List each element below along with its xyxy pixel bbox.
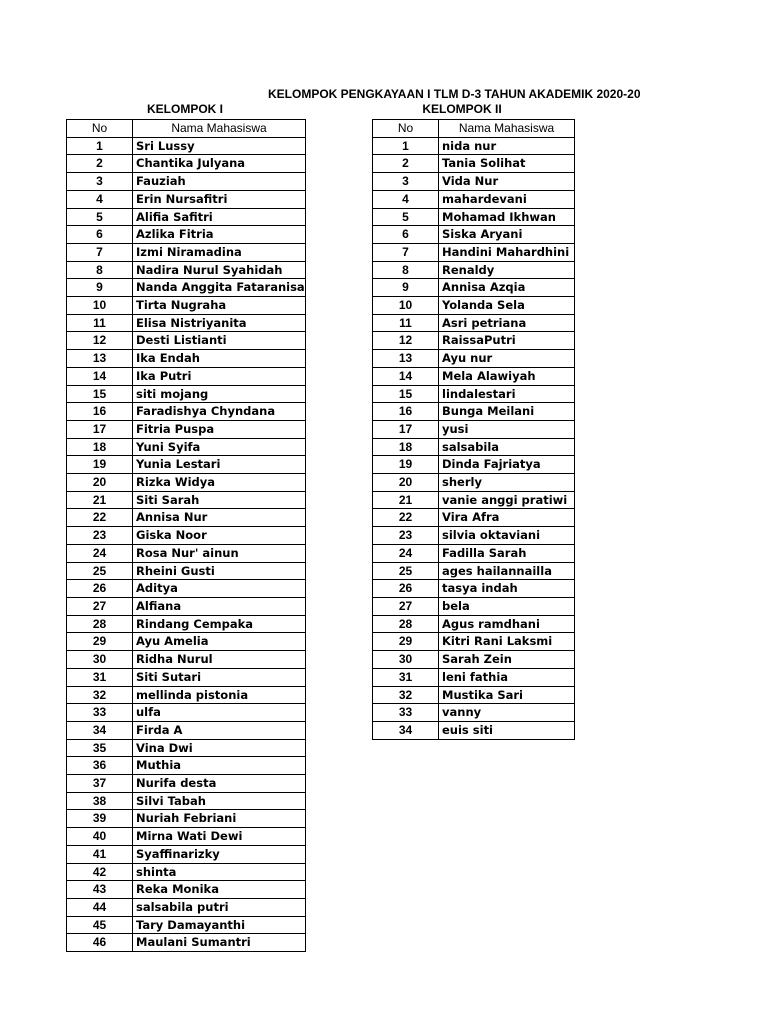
student-name: Aditya	[133, 580, 306, 598]
row-number: 13	[373, 350, 439, 368]
table-row	[373, 208, 575, 226]
student-name: Renaldy	[439, 261, 575, 279]
student-name: salsabila putri	[133, 898, 306, 916]
group2-heading: KELOMPOK II	[422, 102, 502, 116]
student-name: leni fathia	[439, 668, 575, 686]
table-row	[67, 580, 306, 598]
student-name: vanny	[439, 704, 575, 722]
table-row	[373, 527, 575, 545]
row-number: 3	[67, 173, 133, 191]
row-number: 7	[67, 243, 133, 261]
row-number: 15	[67, 385, 133, 403]
student-name: Dinda Fajriatya	[439, 456, 575, 474]
row-number: 33	[67, 704, 133, 722]
row-number: 46	[67, 934, 133, 952]
row-number: 21	[67, 491, 133, 509]
table-row	[67, 350, 306, 368]
row-number: 17	[67, 420, 133, 438]
row-number: 21	[373, 491, 439, 509]
student-name: Yunia Lestari	[133, 456, 306, 474]
table-row	[373, 580, 575, 598]
table-row	[67, 367, 306, 385]
table-row	[373, 297, 575, 315]
table-row	[67, 332, 306, 350]
student-name: Agus ramdhani	[439, 615, 575, 633]
table-row	[67, 420, 306, 438]
table-row	[373, 403, 575, 421]
student-name: Mela Alawiyah	[439, 367, 575, 385]
table-row	[67, 704, 306, 722]
row-number: 30	[67, 651, 133, 669]
student-name: lindalestari	[439, 385, 575, 403]
row-number: 10	[67, 297, 133, 315]
row-number: 32	[67, 686, 133, 704]
row-number: 25	[373, 562, 439, 580]
table-row	[373, 314, 575, 332]
table-row	[67, 261, 306, 279]
group1-header-row	[67, 120, 306, 138]
student-name: Annisa Azqia	[439, 279, 575, 297]
row-number: 31	[373, 668, 439, 686]
student-name: bela	[439, 597, 575, 615]
row-number: 45	[67, 916, 133, 934]
table-row	[67, 863, 306, 881]
row-number: 9	[67, 279, 133, 297]
row-number: 5	[67, 208, 133, 226]
row-number: 25	[67, 562, 133, 580]
student-name: Silvi Tabah	[133, 792, 306, 810]
row-number: 18	[373, 438, 439, 456]
student-name: Siska Aryani	[439, 226, 575, 244]
student-name: nida nur	[439, 137, 575, 155]
row-number: 43	[67, 881, 133, 899]
row-number: 12	[67, 332, 133, 350]
row-number: 34	[373, 721, 439, 739]
row-number: 1	[67, 137, 133, 155]
student-name: Ayu nur	[439, 350, 575, 368]
group2-header-row	[373, 120, 575, 138]
row-number: 40	[67, 828, 133, 846]
student-name: yusi	[439, 420, 575, 438]
student-name: Alifia Safitri	[133, 208, 306, 226]
row-number: 22	[67, 509, 133, 527]
row-number: 14	[373, 367, 439, 385]
row-number: 23	[67, 527, 133, 545]
student-name: Ayu Amelia	[133, 633, 306, 651]
table-row	[67, 651, 306, 669]
row-number: 9	[373, 279, 439, 297]
row-number: 42	[67, 863, 133, 881]
student-name: Maulani Sumantri	[133, 934, 306, 952]
row-number: 33	[373, 704, 439, 722]
table-row	[373, 243, 575, 261]
student-name: Elisa Nistriyanita	[133, 314, 306, 332]
row-number: 13	[67, 350, 133, 368]
student-name: Reka Monika	[133, 881, 306, 899]
group1-heading: KELOMPOK I	[146, 102, 223, 116]
student-name: Mirna Wati Dewi	[133, 828, 306, 846]
student-name: vanie anggi pratiwi	[439, 491, 575, 509]
table-row	[67, 881, 306, 899]
student-name: Chantika Julyana	[133, 155, 306, 173]
student-name: Tania Solihat	[439, 155, 575, 173]
table-row	[373, 615, 575, 633]
table-row	[373, 190, 575, 208]
student-name: Desti Listianti	[133, 332, 306, 350]
student-name: Siti Sutari	[133, 668, 306, 686]
row-number: 24	[67, 544, 133, 562]
row-number: 10	[373, 297, 439, 315]
row-number: 17	[373, 420, 439, 438]
row-number: 29	[373, 633, 439, 651]
table-row	[67, 686, 306, 704]
table-row	[67, 828, 306, 846]
student-name: ulfa	[133, 704, 306, 722]
table-row	[373, 456, 575, 474]
row-number: 2	[67, 155, 133, 173]
row-number: 4	[373, 190, 439, 208]
student-name: tasya indah	[439, 580, 575, 598]
table-row	[67, 562, 306, 580]
row-number: 28	[67, 615, 133, 633]
row-number: 37	[67, 775, 133, 793]
table-row	[373, 633, 575, 651]
table-row	[373, 155, 575, 173]
student-name: Yolanda Sela	[439, 297, 575, 315]
table-row	[67, 934, 306, 952]
student-name: Rizka Widya	[133, 474, 306, 492]
row-number: 34	[67, 721, 133, 739]
table-row	[373, 474, 575, 492]
table-row	[67, 297, 306, 315]
row-number: 8	[373, 261, 439, 279]
student-name: Ika Endah	[133, 350, 306, 368]
student-name: Tary Damayanthi	[133, 916, 306, 934]
row-number: 11	[373, 314, 439, 332]
table-row	[67, 615, 306, 633]
student-name: Mustika Sari	[439, 686, 575, 704]
table-row	[67, 208, 306, 226]
table-row	[67, 527, 306, 545]
student-name: Rindang Cempaka	[133, 615, 306, 633]
student-name: Erin Nursafitri	[133, 190, 306, 208]
student-name: sherly	[439, 474, 575, 492]
column-header-name: Nama Mahasiswa	[439, 120, 575, 138]
student-name: Nadira Nurul Syahidah	[133, 261, 306, 279]
student-name: Ika Putri	[133, 367, 306, 385]
student-name: Handini Mahardhini	[439, 243, 575, 261]
student-name: Nurifa desta	[133, 775, 306, 793]
table-row	[373, 721, 575, 739]
row-number: 41	[67, 845, 133, 863]
table-row	[67, 792, 306, 810]
row-number: 23	[373, 527, 439, 545]
row-number: 22	[373, 509, 439, 527]
row-number: 30	[373, 651, 439, 669]
table-row	[373, 173, 575, 191]
student-name: Izmi Niramadina	[133, 243, 306, 261]
row-number: 19	[67, 456, 133, 474]
row-number: 3	[373, 173, 439, 191]
student-name: Annisa Nur	[133, 509, 306, 527]
table-row	[67, 597, 306, 615]
table-row	[67, 898, 306, 916]
table-row	[67, 739, 306, 757]
table-row	[67, 155, 306, 173]
student-name: ages hailannailla	[439, 562, 575, 580]
row-number: 26	[67, 580, 133, 598]
table-row	[67, 226, 306, 244]
table-row	[373, 704, 575, 722]
table-row	[67, 633, 306, 651]
student-name: Giska Noor	[133, 527, 306, 545]
row-number: 11	[67, 314, 133, 332]
table-row	[373, 562, 575, 580]
table-row	[373, 686, 575, 704]
row-number: 39	[67, 810, 133, 828]
table-row	[67, 279, 306, 297]
student-name: Asri petriana	[439, 314, 575, 332]
student-name: Alfiana	[133, 597, 306, 615]
row-number: 7	[373, 243, 439, 261]
student-name: Sarah Zein	[439, 651, 575, 669]
table-row	[67, 190, 306, 208]
student-name: shinta	[133, 863, 306, 881]
student-name: Muthia	[133, 757, 306, 775]
student-name: Mohamad Ikhwan	[439, 208, 575, 226]
table-row	[373, 597, 575, 615]
student-name: salsabila	[439, 438, 575, 456]
row-number: 27	[67, 597, 133, 615]
student-name: mellinda pistonia	[133, 686, 306, 704]
student-name: Yuni Syifa	[133, 438, 306, 456]
row-number: 36	[67, 757, 133, 775]
row-number: 35	[67, 739, 133, 757]
row-number: 18	[67, 438, 133, 456]
table-row	[67, 775, 306, 793]
table-row	[373, 651, 575, 669]
table-row	[67, 438, 306, 456]
table-row	[67, 810, 306, 828]
group2-table	[372, 119, 575, 740]
table-row	[67, 916, 306, 934]
student-name: Fadilla Sarah	[439, 544, 575, 562]
table-row	[67, 544, 306, 562]
student-name: Sri Lussy	[133, 137, 306, 155]
column-header-name: Nama Mahasiswa	[133, 120, 306, 138]
student-name: Vina Dwi	[133, 739, 306, 757]
document-title: KELOMPOK PENGKAYAAN I TLM D-3 TAHUN AKADEMIK 2020-20	[268, 87, 641, 101]
row-number: 31	[67, 668, 133, 686]
row-number: 5	[373, 208, 439, 226]
student-name: silvia oktaviani	[439, 527, 575, 545]
table-row	[373, 544, 575, 562]
table-row	[67, 474, 306, 492]
row-number: 15	[373, 385, 439, 403]
student-name: Fitria Puspa	[133, 420, 306, 438]
student-name: Nuriah Febriani	[133, 810, 306, 828]
row-number: 16	[373, 403, 439, 421]
student-name: Tirta Nugraha	[133, 297, 306, 315]
table-row	[67, 456, 306, 474]
table-row	[67, 314, 306, 332]
table-row	[373, 367, 575, 385]
row-number: 28	[373, 615, 439, 633]
row-number: 20	[67, 474, 133, 492]
row-number: 6	[373, 226, 439, 244]
table-row	[373, 438, 575, 456]
table-row	[67, 757, 306, 775]
student-name: Siti Sarah	[133, 491, 306, 509]
student-name: Syaffinarizky	[133, 845, 306, 863]
student-name: Kitri Rani Laksmi	[439, 633, 575, 651]
student-name: Rosa Nur' ainun	[133, 544, 306, 562]
table-row	[67, 845, 306, 863]
student-name: Azlika Fitria	[133, 226, 306, 244]
row-number: 32	[373, 686, 439, 704]
row-number: 6	[67, 226, 133, 244]
table-row	[67, 385, 306, 403]
group1-table	[66, 119, 306, 952]
student-name: euis siti	[439, 721, 575, 739]
student-name: Vira Afra	[439, 509, 575, 527]
row-number: 24	[373, 544, 439, 562]
row-number: 2	[373, 155, 439, 173]
row-number: 4	[67, 190, 133, 208]
student-name: Faradishya Chyndana	[133, 403, 306, 421]
table-row	[373, 261, 575, 279]
row-number: 12	[373, 332, 439, 350]
student-name: Ridha Nurul	[133, 651, 306, 669]
row-number: 14	[67, 367, 133, 385]
table-row	[67, 509, 306, 527]
row-number: 20	[373, 474, 439, 492]
column-header-no: No	[373, 120, 439, 138]
student-name: Rheini Gusti	[133, 562, 306, 580]
row-number: 8	[67, 261, 133, 279]
table-row	[67, 137, 306, 155]
table-row	[373, 137, 575, 155]
row-number: 27	[373, 597, 439, 615]
table-row	[373, 491, 575, 509]
student-name: Vida Nur	[439, 173, 575, 191]
table-row	[67, 668, 306, 686]
student-name: Firda A	[133, 721, 306, 739]
table-row	[373, 279, 575, 297]
row-number: 19	[373, 456, 439, 474]
student-name: siti mojang	[133, 385, 306, 403]
student-name: Fauziah	[133, 173, 306, 191]
row-number: 1	[373, 137, 439, 155]
table-row	[67, 721, 306, 739]
row-number: 44	[67, 898, 133, 916]
column-header-no: No	[67, 120, 133, 138]
table-row	[373, 226, 575, 244]
table-row	[373, 420, 575, 438]
student-name: RaissaPutri	[439, 332, 575, 350]
table-row	[373, 350, 575, 368]
table-row	[373, 332, 575, 350]
table-row	[373, 385, 575, 403]
table-row	[67, 243, 306, 261]
row-number: 26	[373, 580, 439, 598]
row-number: 29	[67, 633, 133, 651]
student-name: Bunga Meilani	[439, 403, 575, 421]
table-row	[373, 509, 575, 527]
table-row	[67, 173, 306, 191]
row-number: 16	[67, 403, 133, 421]
table-row	[67, 491, 306, 509]
student-name: mahardevani	[439, 190, 575, 208]
student-name: Nanda Anggita Fataranisa	[133, 279, 306, 297]
row-number: 38	[67, 792, 133, 810]
table-row	[373, 668, 575, 686]
table-row	[67, 403, 306, 421]
